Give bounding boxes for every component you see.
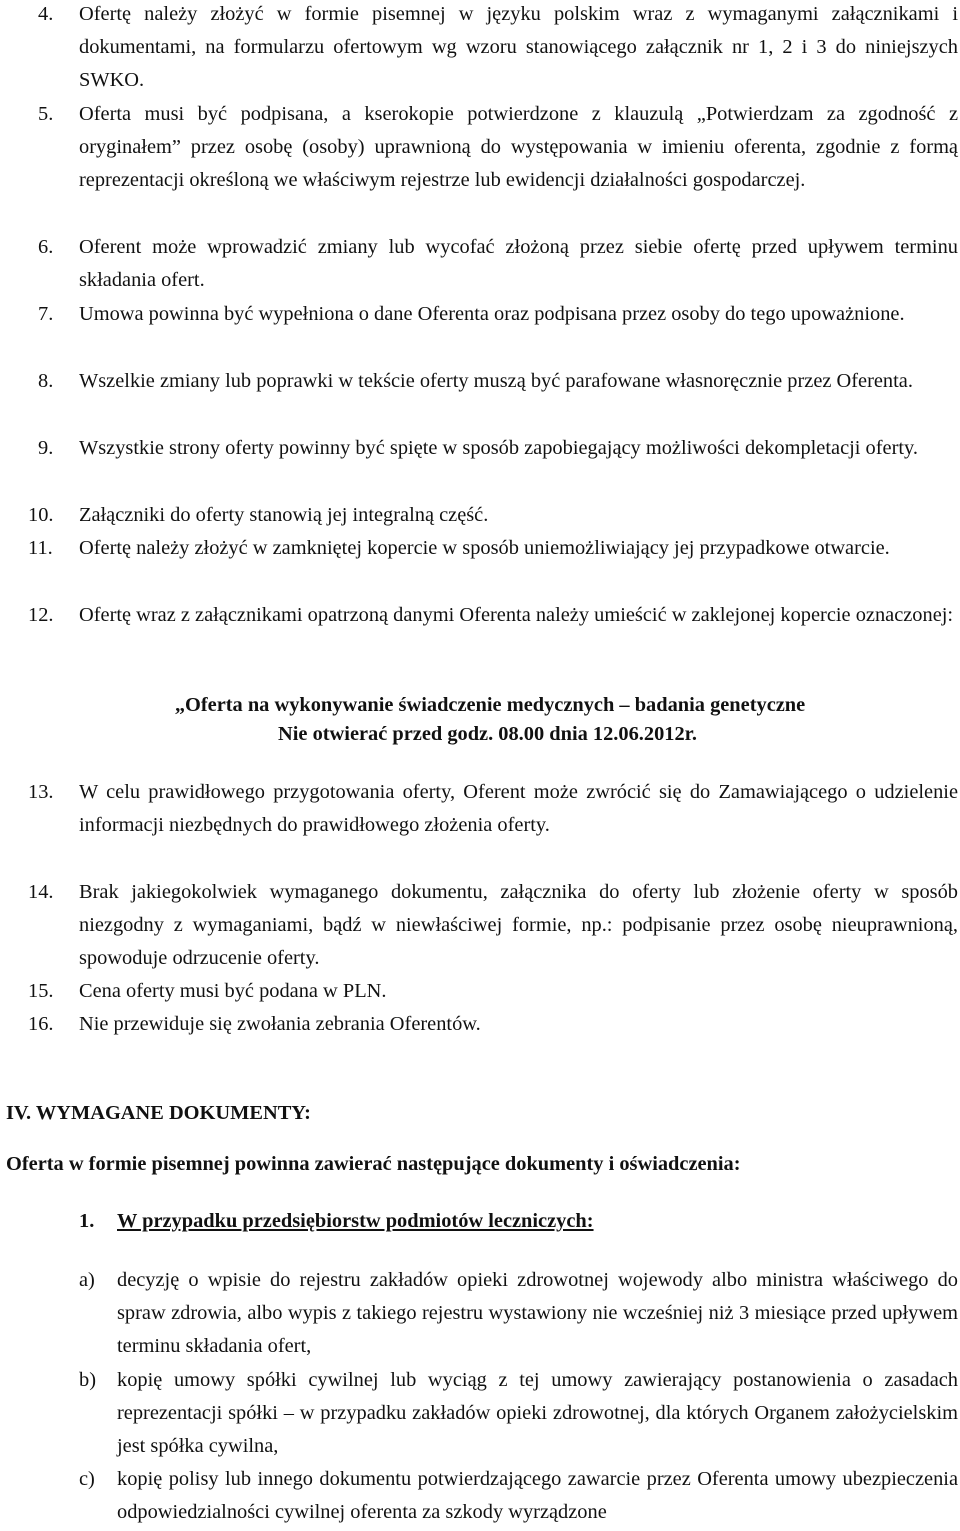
- item-letter: c): [79, 1468, 95, 1490]
- item-number: 10.: [28, 504, 54, 526]
- item-number: 12.: [28, 604, 54, 626]
- subsection-number: 1.: [79, 1210, 95, 1232]
- item-number: 8.: [38, 370, 54, 392]
- item-text: decyzję o wpisie do rejestru zakładów opieki zdrowotnej wojewody albo ministra właściwego do spraw zdrowia, albo wypis z takiego rejestru wystawiony nie wcześniej niż 3 miesiące przed upływem terminu składania ofert,: [117, 1269, 958, 1357]
- envelope-label-line2: Nie otwierać przed godz. 08.00 dnia 12.06.2012r.: [278, 723, 697, 745]
- item-text: Cena oferty musi być podana w PLN.: [79, 980, 387, 1002]
- item-text: Wszelkie zmiany lub poprawki w tekście oferty muszą być parafowane własnoręcznie przez Oferenta.: [79, 370, 913, 392]
- item-number: 6.: [38, 236, 54, 258]
- item-text: Ofertę należy złożyć w zamkniętej kopercie w sposób uniemożliwiający jej przypadkowe otwarcie.: [79, 537, 890, 559]
- subsection-title-text: W przypadku przedsiębiorstw podmiotów leczniczych:: [117, 1210, 594, 1232]
- item-text: Wszystkie strony oferty powinny być spięte w sposób zapobiegający możliwości dekompletacji oferty.: [79, 437, 919, 459]
- item-text: Załączniki do oferty stanowią jej integralną część.: [79, 504, 489, 526]
- item-number: 4.: [38, 3, 54, 25]
- item-number: 16.: [28, 1013, 54, 1035]
- item-text: W celu prawidłowego przygotowania oferty, Oferent może zwrócić się do Zamawiającego o udzielenie informacji niezbędnych do prawidłowego złożenia oferty.: [79, 781, 958, 836]
- item-text: kopię polisy lub innego dokumentu potwierdzającego zawarcie przez Oferenta umowy ubezpieczenia odpowiedzialności cywilnej oferenta za szkody wyrządzone: [117, 1468, 958, 1523]
- item-number: 15.: [28, 980, 54, 1002]
- item-text: Brak jakiegokolwiek wymaganego dokumentu, załącznika do oferty lub złożenie oferty w sposób niezgodny z wymaganiami, bądź w niewłaściwej formie, np.: podpisanie przez osobę nieuprawnioną, spowoduje odrzucenie oferty.: [79, 881, 958, 969]
- item-text: Nie przewiduje się zwołania zebrania Oferentów.: [79, 1013, 481, 1035]
- subsection-title: [79, 1210, 594, 1233]
- section-heading: IV. WYMAGANE DOKUMENTY:: [6, 1102, 311, 1124]
- item-text: Oferta musi być podpisana, a kserokopie potwierdzone z klauzulą „Potwierdzam za zgodność z oryginałem” przez osobę (osoby) uprawnioną do występowania w imieniu oferenta, zgodnie z formą reprezentacji określoną we właściwym rejestrze lub ewidencji działalności gospodarczej.: [79, 103, 958, 191]
- item-text: Oferent może wprowadzić zmiany lub wycofać złożoną przez siebie ofertę przed upływem terminu składania ofert.: [79, 236, 958, 291]
- item-letter: a): [79, 1269, 95, 1291]
- item-number: 13.: [28, 781, 54, 803]
- section-intro: Oferta w formie pisemnej powinna zawierać następujące dokumenty i oświadczenia:: [6, 1153, 741, 1175]
- item-number: 7.: [38, 303, 54, 325]
- item-text: Ofertę wraz z załącznikami opatrzoną danymi Oferenta należy umieścić w zaklejonej kopercie oznaczonej:: [79, 604, 954, 626]
- item-number: 5.: [38, 103, 54, 125]
- item-number: 9.: [38, 437, 54, 459]
- item-text: kopię umowy spółki cywilnej lub wyciąg z tej umowy zawierający postanowienia o zasadach reprezentacji spółki – w przypadku zakładów opieki zdrowotnej, dla których Organem założycielskim jest spółka cywilna,: [117, 1369, 958, 1457]
- item-text: Umowa powinna być wypełniona o dane Oferenta oraz podpisana przez osoby do tego upoważnione.: [79, 303, 905, 325]
- envelope-label-line1: „Oferta na wykonywanie świadczenie medycznych – badania genetyczne: [174, 694, 806, 716]
- item-number: 11.: [28, 537, 53, 559]
- item-number: 14.: [28, 881, 54, 903]
- item-letter: b): [79, 1369, 96, 1391]
- item-text: Ofertę należy złożyć w formie pisemnej w języku polskim wraz z wymaganymi załącznikami i dokumentami, na formularzu ofertowym wg wzoru stanowiącego załącznik nr 1, 2 i 3 do niniejszych SWKO.: [79, 3, 958, 91]
